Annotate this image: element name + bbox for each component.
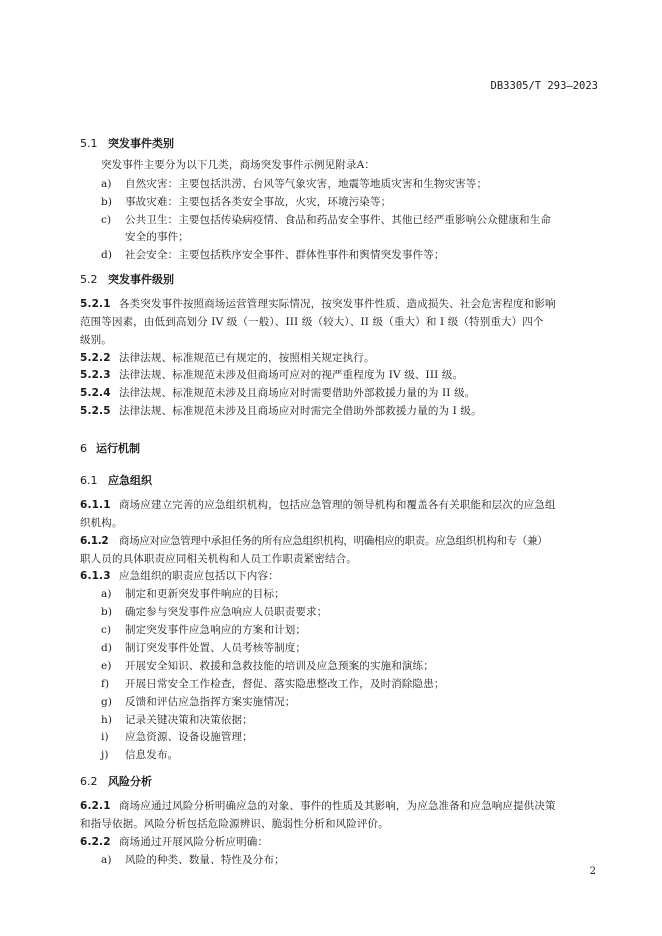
section-title: 突发事件级别 bbox=[108, 273, 174, 286]
list-item: c) 公共卫生：主要包括传染病疫情、食品和药品安全事件、其他已经严重影响公众健康和生命 bbox=[101, 214, 551, 226]
list-item: a) 制定和更新突发事件响应的目标； bbox=[101, 588, 285, 600]
list-item: d) 制订突发事件处置、人员考核等制度； bbox=[101, 642, 307, 654]
section-title: 应急组织 bbox=[108, 474, 152, 487]
section-number: 6.1 bbox=[80, 474, 98, 487]
chapter-number: 6 bbox=[80, 442, 87, 455]
clause-continuation: 和指导依据。风险分析包括危险源辨识、脆弱性分析和风险评价。 bbox=[80, 818, 389, 830]
page-number: 2 bbox=[589, 866, 596, 877]
clause-continuation: 级别。 bbox=[80, 334, 112, 346]
list-item: h) 记录关键决策和决策依据； bbox=[101, 714, 253, 726]
list-item: b) 事故灾难：主要包括各类安全事故，火灾，环境污染等； bbox=[101, 196, 392, 208]
list-item: f) 开展日常安全工作检查，督促、落实隐患整改工作，及时消除隐患； bbox=[101, 678, 445, 690]
clause-5-2-1: 5.2.1 各类突发事件按照商场运营管理实际情况，按突发事件性质、造成损失、社会危害程度和影响 bbox=[80, 298, 556, 310]
clause-6-1-1: 6.1.1 商场应建立完善的应急组织机构，包括应急管理的领导机构和覆盖各有关职能和层次的应急组 bbox=[80, 499, 556, 511]
list-item: b) 确定参与突发事件应急响应人员职责要求； bbox=[101, 606, 328, 618]
section-title: 突发事件类别 bbox=[108, 137, 174, 150]
list-item: i) 应急资源、设备设施管理； bbox=[101, 731, 253, 743]
list-item: a) 风险的种类、数量、特性及分布； bbox=[101, 854, 285, 866]
section-number: 5.1 bbox=[80, 137, 98, 150]
clause-6-1-3: 6.1.3 应急组织的职责应包括以下内容： bbox=[80, 570, 279, 582]
chapter-title: 运行机制 bbox=[96, 442, 140, 455]
clause-continuation: 职人员的具体职责应同相关机构和人员工作职责紧密结合。 bbox=[80, 553, 357, 565]
clause-5-2-3: 5.2.3 法律法规、标准规范未涉及但商场可应对的视严重程度为 IV 级、III 级。 bbox=[80, 369, 464, 381]
clause-6-2-1: 6.2.1 商场应通过风险分析明确应急的对象、事件的性质及其影响，为应急准备和应急响应提供决策 bbox=[80, 800, 556, 812]
section-heading-5-2 bbox=[80, 271, 174, 287]
list-item: d) 社会安全：主要包括秩序安全事件、群体性事件和舆情突发事件等； bbox=[101, 249, 445, 261]
clause-6-1-2: 6.1.2 商场应对应急管理中承担任务的所有应急组织机构，明确相应的职责。应急组织机构和专（兼） bbox=[80, 535, 548, 547]
clause-continuation: 范围等因素，由低到高划分 IV 级（一般）、III 级（较大）、II 级（重大）和 I 级（特别重大）四个 bbox=[80, 316, 544, 328]
section-number: 5.2 bbox=[80, 273, 98, 286]
paragraph: 突发事件主要分为以下几类，商场突发事件示例见附录A： bbox=[101, 159, 375, 171]
list-item: g) 反馈和评估应急指挥方案实施情况； bbox=[101, 696, 296, 708]
document-code: DB3305/T 293—2023 bbox=[490, 80, 598, 92]
clause-6-2-2: 6.2.2 商场通过开展风险分析应明确： bbox=[80, 836, 269, 848]
list-item: j) 信息发布。 bbox=[101, 749, 179, 761]
section-heading-5-1 bbox=[80, 135, 174, 151]
chapter-heading-6 bbox=[80, 440, 140, 456]
list-item: c) 制定突发事件应急响应的方案和计划； bbox=[101, 624, 307, 636]
list-item: a) 自然灾害：主要包括洪涝、台风等气象灾害，地震等地质灾害和生物灾害等； bbox=[101, 178, 488, 190]
clause-continuation: 织机构。 bbox=[80, 517, 123, 529]
section-number: 6.2 bbox=[80, 775, 98, 788]
list-item-continuation: 安全的事件； bbox=[125, 231, 189, 243]
clause-5-2-2: 5.2.2 法律法规、标准规范已有规定的，按照相关规定执行。 bbox=[80, 352, 375, 364]
list-item: e) 开展安全知识、救援和急救技能的培训及应急预案的实施和演练； bbox=[101, 660, 434, 672]
section-heading-6-2 bbox=[80, 773, 152, 789]
clause-5-2-5: 5.2.5 法律法规、标准规范未涉及且商场应对时需完全借助外部救援力量的为 I 级。 bbox=[80, 405, 482, 417]
clause-5-2-4: 5.2.4 法律法规、标准规范未涉及且商场应对时需要借助外部救援力量的为 II 级。 bbox=[80, 387, 476, 399]
section-title: 风险分析 bbox=[108, 775, 152, 788]
section-heading-6-1 bbox=[80, 472, 152, 488]
